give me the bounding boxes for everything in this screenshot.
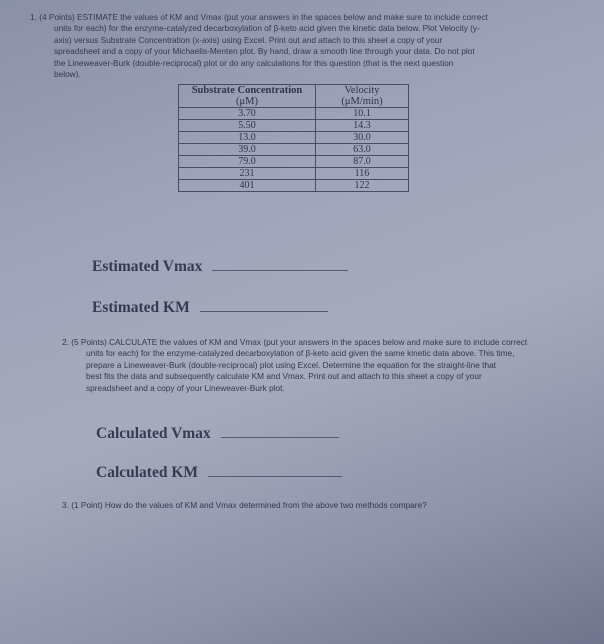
q3-text: 3. (1 Point) How do the values of KM and Vmax determined from the above two methods compare? (62, 500, 427, 510)
velocity-header-label: Velocity (344, 85, 380, 96)
calculated-vmax-label: Calculated Vmax (96, 425, 211, 442)
question-2 (62, 337, 562, 394)
q1-line: axis) versus Substrate Concentration (x-axis) using Excel. Print out and attach to this sheet a copy of your (54, 34, 443, 45)
velocity-cell: 63.0 (316, 144, 409, 156)
answer-blank[interactable] (212, 268, 348, 271)
velocity-unit: (μM/min) (341, 96, 383, 107)
substrate-cell: 3.70 (179, 108, 316, 120)
q1-line: the Lineweaver-Burk (double-reciprocal) plot or do any calculations for this question (that is the next question (54, 57, 454, 68)
substrate-cell: 401 (179, 180, 316, 192)
substrate-cell: 231 (179, 168, 316, 180)
table-row (179, 144, 409, 156)
q2-line: units for each) for the enzyme-catalyzed decarboxylation of β-keto acid given the same kinetic data above. This time, (86, 348, 515, 359)
q2-line: best fits the data and subsequently calculate KM and Vmax. Print out and attach to this sheet a copy of your (86, 371, 482, 382)
table-row (179, 132, 409, 144)
estimated-km-label: Estimated KM (92, 299, 190, 316)
answer-blank[interactable] (221, 435, 339, 438)
substrate-unit: (μM) (236, 96, 258, 107)
velocity-cell: 10.1 (316, 108, 409, 120)
velocity-cell: 14.3 (316, 120, 409, 132)
calculated-km-label: Calculated KM (96, 464, 199, 481)
q1-line: 1. (4 Points) ESTIMATE the values of KM and Vmax (put your answers in the spaces below and make sure to include correct (30, 12, 488, 22)
q1-line: spreadsheet and a copy of your Michaelis-Menten plot. By hand, draw a smooth line through your data. Do not plot (54, 46, 475, 57)
estimated-vmax-row (92, 258, 348, 276)
velocity-cell: 122 (316, 180, 409, 192)
question-3 (62, 500, 562, 511)
calculated-km-row (96, 464, 342, 482)
table-row (179, 120, 409, 132)
q2-line: spreadsheet and a copy of your Lineweaver-Burk plot. (86, 382, 285, 393)
answer-blank[interactable] (208, 474, 342, 477)
calculated-vmax-row (96, 425, 339, 443)
table-row (179, 168, 409, 180)
estimated-km-row (92, 299, 328, 317)
velocity-cell: 87.0 (316, 156, 409, 168)
velocity-header (316, 85, 409, 108)
q2-line: prepare a Lineweaver-Burk (double-reciprocal) plot using Excel. Determine the equation for the straight-line that (86, 359, 496, 370)
table-row (179, 108, 409, 120)
table-row (179, 156, 409, 168)
table-row (179, 180, 409, 192)
substrate-cell: 13.0 (179, 132, 316, 144)
q1-line: units for each) for the enzyme-catalyzed decarboxylation of β-keto acid given the kinetic data below. Plot Velocity (y- (54, 23, 480, 34)
q2-line: 2. (5 Points) CALCULATE the values of KM and Vmax (put your answers in the spaces below and make sure to include correct (62, 337, 528, 347)
substrate-cell: 5.50 (179, 120, 316, 132)
question-1 (30, 12, 590, 80)
q1-line: below). (54, 69, 81, 80)
velocity-cell: 116 (316, 168, 409, 180)
estimated-vmax-label: Estimated Vmax (92, 258, 203, 275)
answer-blank[interactable] (200, 309, 328, 312)
substrate-cell: 39.0 (179, 144, 316, 156)
velocity-cell: 30.0 (316, 132, 409, 144)
substrate-header (179, 85, 316, 108)
substrate-cell: 79.0 (179, 156, 316, 168)
substrate-header-label: Substrate Concentration (191, 85, 303, 96)
kinetic-data-table (178, 84, 409, 192)
